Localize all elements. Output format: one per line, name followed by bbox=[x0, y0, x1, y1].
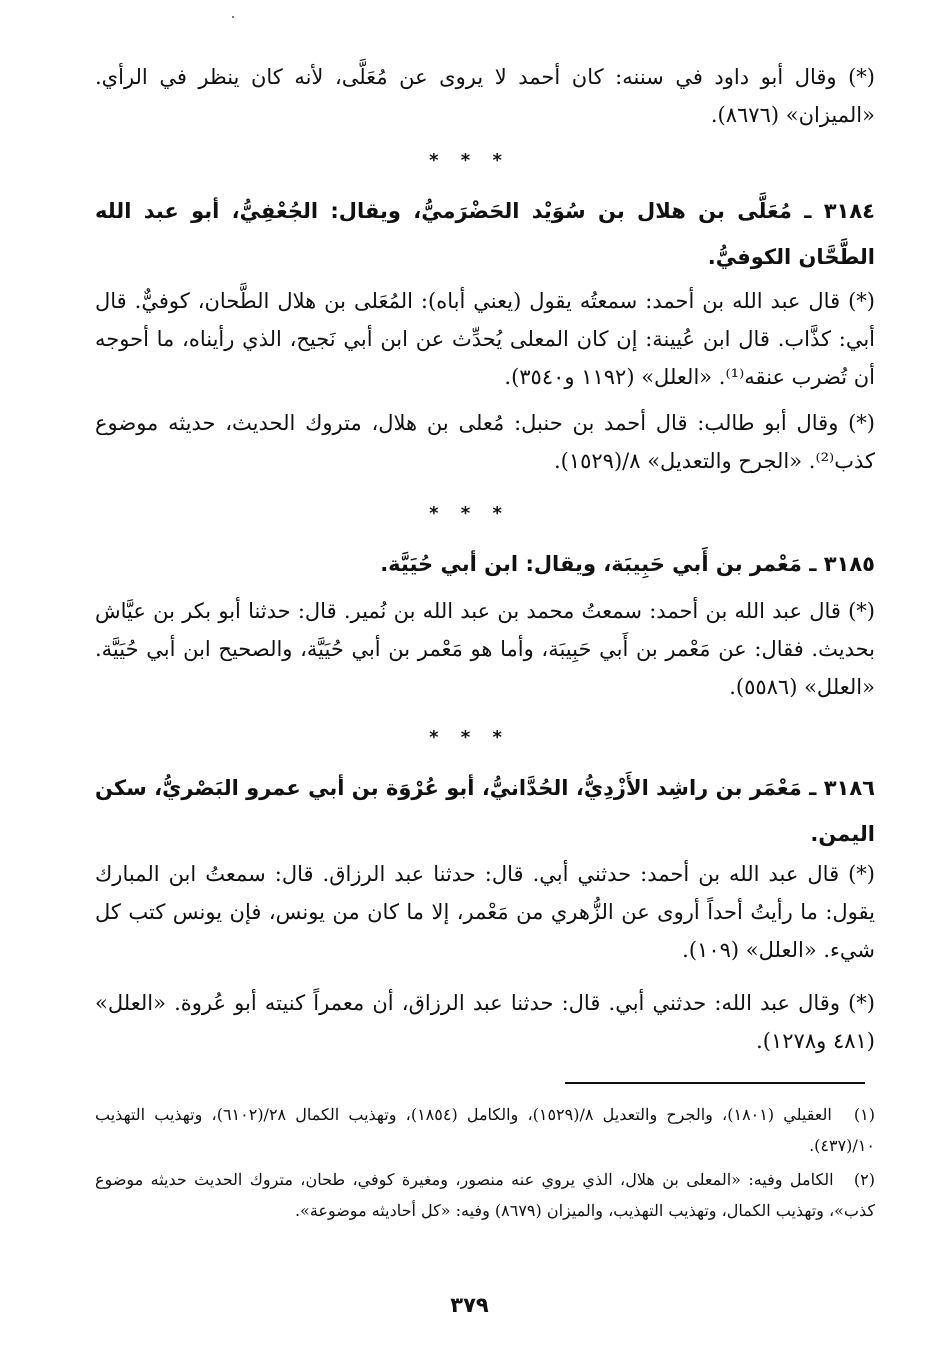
paragraph-abdullah-4: (*) وقال عبد الله: حدثني أبي. قال: حدثنا عبد الرزاق، أن معمراً كنيته أبو عُروة. «العلل» (٤٨١ و١٢٧٨). bbox=[95, 991, 875, 1053]
entry-heading-3185: ٣١٨٥ ـ مَعْمر بن أَبي حَبِيبَة، ويقال: ابن أبي حُيَيَّة. bbox=[380, 552, 875, 576]
section-separator: * * * bbox=[429, 503, 510, 524]
paragraph-abdullah-ibn-ahmad-1: (*) قال عبد الله بن أحمد: سمعتُه يقول (يعني أباه): المُعَلى بن هلال الطَّحان، كوفيٌّ. قال أبي: كذَّاب. قال ابن عُيينة: إن كان المعلى يُحدِّث عن ابن أبي نَجيح، الذي رأيناه، ما أحوجه أن تُضرب عنقه⁽¹⁾. «العلل» (١١٩٢ و٣٥٤٠). bbox=[95, 289, 875, 389]
footnote-rule bbox=[565, 1082, 865, 1084]
entry-heading-3184: ٣١٨٤ ـ مُعَلَّى بن هلال بن سُوَيْد الحَضْرَميُّ، ويقال: الجُعْفِيُّ، أبو عبد الله الطَّحَّان الكوفيُّ. bbox=[95, 199, 875, 269]
footnote-2 bbox=[95, 1164, 875, 1226]
section-separator: * * * bbox=[429, 150, 510, 171]
paragraph-abdullah-ibn-ahmad-2: (*) قال عبد الله بن أحمد: سمعتُ محمد بن عبد الله بن نُمير. قال: حدثنا أبو بكر بن عيَّاش بحديث. فقال: عن مَعْمر بن أَبي حَبِيبَة، وأما هو مَعْمر بن أبي حُيَيَّة، والصحيح ابن أبي حُيَيَّة. «العلل» (٥٥٨٦). bbox=[95, 599, 875, 699]
section-separator: * * * bbox=[429, 727, 510, 748]
entry-heading-3186: ٣١٨٦ ـ مَعْمَر بن راشِد الأَزْدِيُّ، الحُدَّانيُّ، أبو عُرْوَة بن أبي عمرو البَصْريُّ، سكن اليمن. bbox=[95, 776, 875, 846]
footnote-1 bbox=[95, 1099, 875, 1161]
footnote-text: الكامل وفيه: «المعلى بن هلال، الذي يروي عنه منصور، ومغيرة كوفي، طحان، متروك الحديث حديثه موضوع كذب»، وتهذيب الكمال، وتهذيب التهذيب، والميزان (٨٦٧٩) وفيه: «كل أحاديثه موضوعة». bbox=[95, 1170, 875, 1220]
page-number: ٣٧٩ bbox=[450, 1293, 489, 1317]
scan-speck bbox=[232, 16, 234, 18]
paragraph-abu-talib: (*) وقال أبو طالب: قال أحمد بن حنبل: مُعلى بن هلال، متروك الحديث، حديثه موضوع كذب⁽²⁾. «الجرح والتعديل» ٨/(١٥٢٩). bbox=[95, 411, 875, 473]
footnote-number: (١) bbox=[853, 1105, 876, 1124]
paragraph-abu-dawud: (*) وقال أبو داود في سننه: كان أحمد لا يروى عن مُعَلَّى، لأنه كان ينظر في الرأي. «الميزان» (٨٦٧٦). bbox=[95, 65, 875, 127]
paragraph-abdullah-ibn-ahmad-3: (*) قال عبد الله بن أحمد: حدثني أبي. قال: حدثنا عبد الرزاق. قال: سمعتُ ابن المبارك يقول: ما رأيتُ أحداً أروى عن الزُّهري من مَعْمر، إلا ما كان من يونس، فإن يونس كتب كل شيء. «العلل» (١٠٩). bbox=[95, 862, 875, 962]
footnote-number: (٢) bbox=[853, 1170, 875, 1189]
footnote-text: العقيلي (١٨٠١)، والجرح والتعديل ٨/(١٥٢٩)، والكامل (١٨٥٤)، وتهذيب الكمال ٢٨/(٦١٠٢)، وتهذيب التهذيب ١٠/(٤٣٧). bbox=[95, 1105, 875, 1155]
